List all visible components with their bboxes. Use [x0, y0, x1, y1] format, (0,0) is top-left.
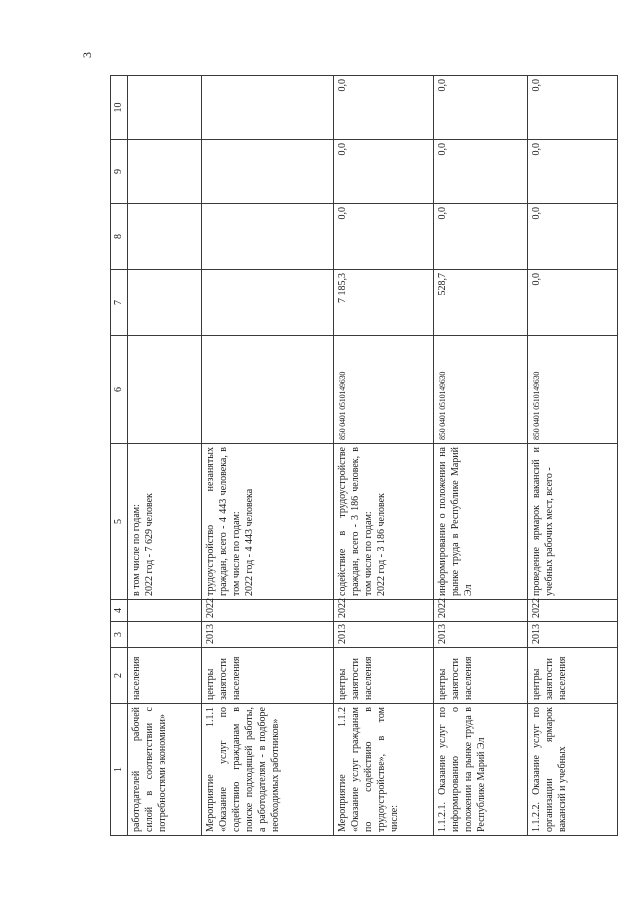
table-row	[202, 76, 334, 836]
cell-amount: 0,0	[528, 76, 618, 140]
cell-amount	[128, 140, 202, 204]
column-header: 1	[111, 704, 128, 836]
cell-budget-code: 850 0401 0510149630	[334, 336, 434, 444]
cell-budget-code	[128, 336, 202, 444]
table-row	[128, 76, 202, 836]
cell-amount: 0,0	[334, 140, 434, 204]
cell-amount	[202, 140, 334, 204]
column-header: 9	[111, 140, 128, 204]
cell-amount	[128, 204, 202, 270]
cell-amount: 7 185,3	[334, 270, 434, 336]
cell-result: информирование о положении на рынке труда в Республике Марий Эл	[434, 444, 528, 600]
cell-activity: Мероприятие 1.1.1 «Оказание услуг по содействию гражданам в поиске подходящей работы, а работодателям - в подборе необходимых работников»	[202, 704, 334, 836]
cell-amount: 528,7	[434, 270, 528, 336]
table-row	[528, 76, 618, 836]
cell-result: в том числе по годам: 2022 год - 7 629 человек	[128, 444, 202, 600]
cell-budget-code	[202, 336, 334, 444]
cell-result: трудоустройство незанятых граждан, всего - 4 443 человека, в том числе по годам: 2022 год - 4 443 человека	[202, 444, 334, 600]
cell-start-year: 2013	[202, 622, 334, 648]
column-header: 3	[111, 622, 128, 648]
cell-amount	[128, 76, 202, 140]
cell-end-year	[128, 600, 202, 622]
cell-end-year: 2022	[334, 600, 434, 622]
column-header: 4	[111, 600, 128, 622]
cell-amount: 0,0	[434, 140, 528, 204]
cell-activity: Мероприятие 1.1.2 «Оказание услуг гражданам по содействию в трудоустройстве», в том числе:	[334, 704, 434, 836]
rotated-table-container	[110, 76, 635, 836]
cell-amount	[202, 204, 334, 270]
cell-budget-code: 850 0401 0510149630	[528, 336, 618, 444]
cell-end-year: 2022	[434, 600, 528, 622]
cell-executor: центры занятости населения	[528, 648, 618, 704]
column-header: 8	[111, 204, 128, 270]
column-header: 2	[111, 648, 128, 704]
column-header: 5	[111, 444, 128, 600]
cell-start-year	[128, 622, 202, 648]
cell-amount: 0,0	[434, 76, 528, 140]
cell-result: проведение ярмарок вакансий и учебных рабочих мест, всего -	[528, 444, 618, 600]
header-row	[111, 76, 128, 836]
cell-end-year: 2022	[202, 600, 334, 622]
cell-executor: центры занятости населения	[334, 648, 434, 704]
program-table	[110, 75, 618, 836]
cell-amount: 0,0	[528, 204, 618, 270]
cell-start-year: 2013	[434, 622, 528, 648]
cell-amount: 0,0	[528, 140, 618, 204]
cell-amount	[128, 270, 202, 336]
cell-activity: 1.1.2.2. Оказание услуг по организации ярмарок вакансий и учебных	[528, 704, 618, 836]
cell-executor: населения	[128, 648, 202, 704]
cell-amount: 0,0	[434, 204, 528, 270]
table-row	[434, 76, 528, 836]
cell-budget-code: 850 0401 0510149630	[434, 336, 528, 444]
cell-activity: 1.1.2.1. Оказание услуг по информированию о положении на рынке труда в Республике Марий Эл	[434, 704, 528, 836]
cell-amount: 0,0	[334, 76, 434, 140]
cell-end-year: 2022	[528, 600, 618, 622]
cell-amount	[202, 76, 334, 140]
page-number: 3	[80, 52, 94, 58]
cell-amount: 0,0	[334, 204, 434, 270]
cell-activity: работодателей рабочей силой в соответствии с потребностями экономики»	[128, 704, 202, 836]
table-row	[334, 76, 434, 836]
cell-executor: центры занятости населения	[202, 648, 334, 704]
cell-start-year: 2013	[528, 622, 618, 648]
cell-result: содействие в трудоустройстве граждан, всего - 3 186 человек, в том числе по годам: 2022 год - 3 186 человек	[334, 444, 434, 600]
cell-executor: центры занятости населения	[434, 648, 528, 704]
cell-amount	[202, 270, 334, 336]
column-header: 7	[111, 270, 128, 336]
column-header: 10	[111, 76, 128, 140]
cell-start-year: 2013	[334, 622, 434, 648]
cell-amount: 0,0	[528, 270, 618, 336]
column-header: 6	[111, 336, 128, 444]
